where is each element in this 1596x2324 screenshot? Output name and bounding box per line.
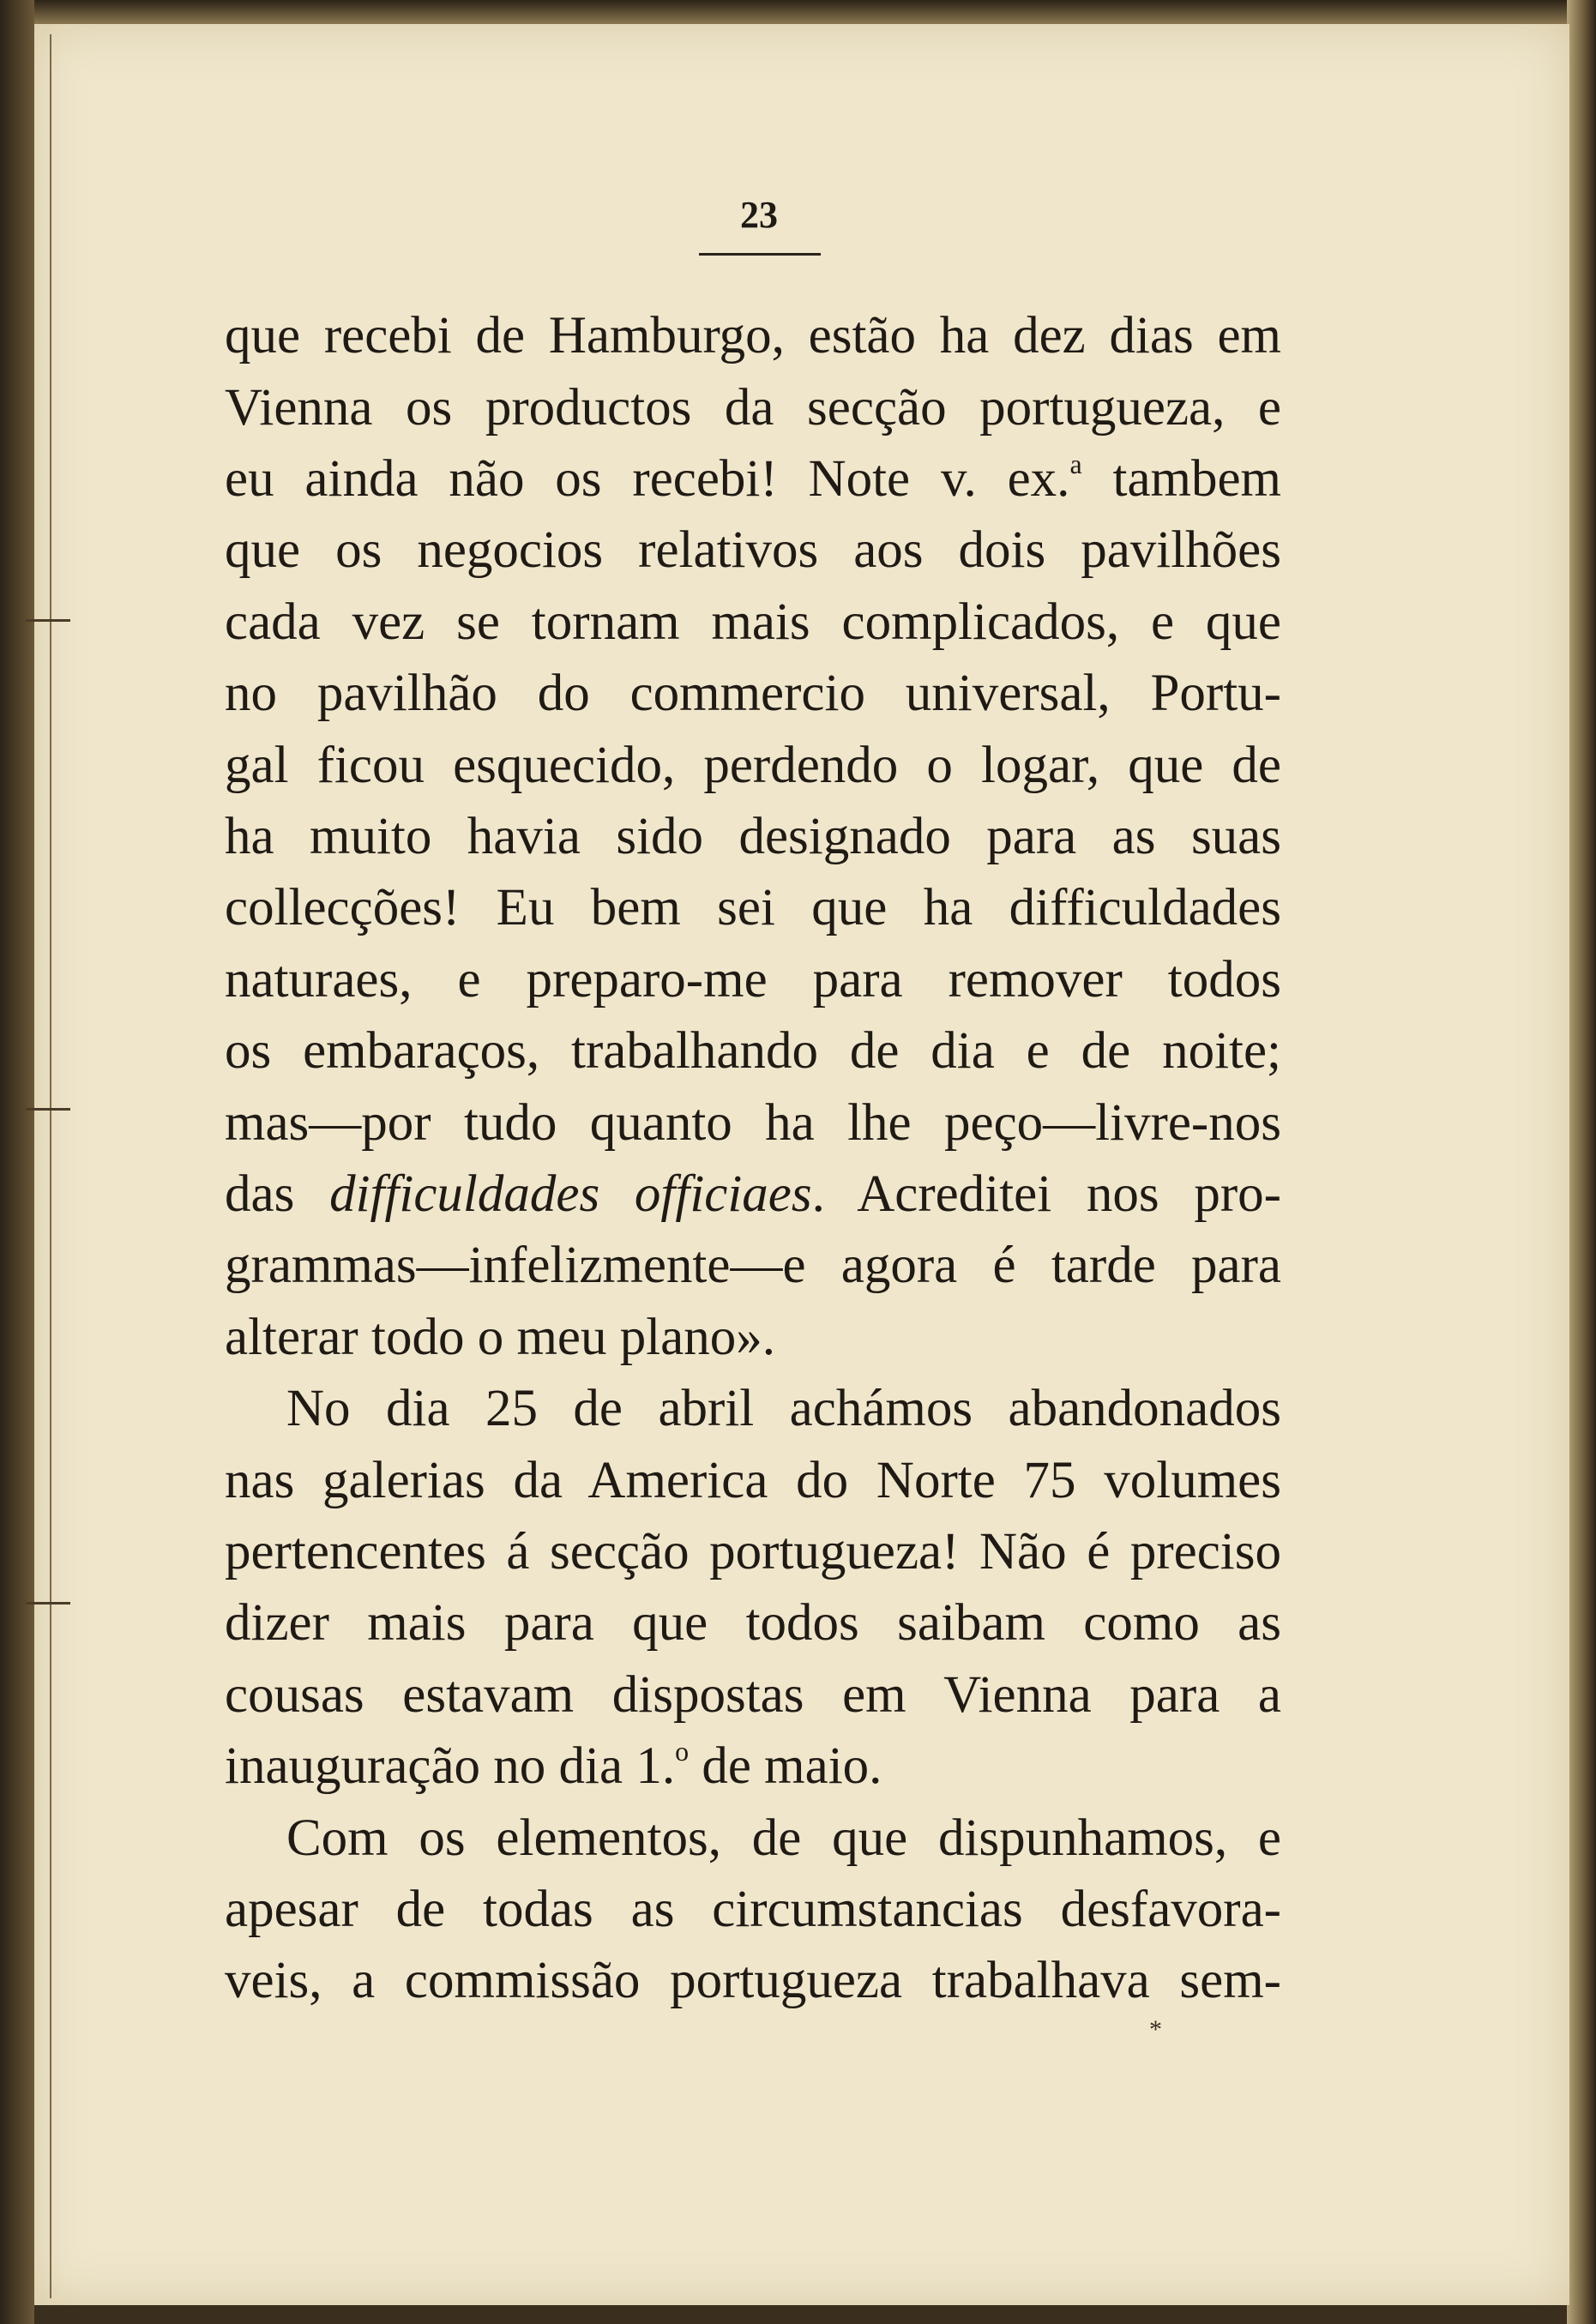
text-line: Vienna os productos da secção portugueza, e	[225, 379, 1281, 437]
text-line: apesar de todas as circumstancias desfavora-	[225, 1881, 1281, 1938]
text-line: que os negocios relativos aos dois pavilhões	[225, 521, 1281, 579]
italic-phrase: difficuldades officiaes	[329, 1165, 812, 1223]
text-line: nas galerias da America do Norte 75 volumes	[225, 1452, 1281, 1509]
text-line	[225, 1159, 1281, 1231]
text-line: dizer mais para que todos saibam como as	[225, 1594, 1281, 1652]
gutter-rule	[50, 34, 51, 2298]
text-line: cousas estavam dispostas em Vienna para a	[225, 1666, 1281, 1724]
text-segment: inauguração no dia 1.	[225, 1737, 676, 1795]
page-number: 23	[740, 194, 778, 236]
text-segment: tambem	[1081, 450, 1281, 508]
text-line: os embaraços, trabalhando de dia e de noite;	[225, 1022, 1281, 1080]
text-line: grammas—infelizmente—e agora é tarde para	[225, 1237, 1281, 1294]
text-line	[225, 443, 1281, 515]
text-line: veis, a commissão portugueza trabalhava sem-	[225, 1952, 1281, 2009]
text-line: Com os elementos, de que dispunhamos, e	[286, 1809, 1281, 1867]
text-line: mas—por tudo quanto ha lhe peço—livre-nos	[225, 1094, 1281, 1152]
superscript: o	[675, 1736, 690, 1767]
text-line: pertencentes á secção portugueza! Não é preciso	[225, 1523, 1281, 1580]
text-segment: eu ainda não os recebi! Note v. ex.	[225, 450, 1070, 508]
signature-mark: *	[1149, 2015, 1162, 2044]
text-segment: das	[225, 1165, 330, 1223]
text-line: collecções! Eu bem sei que ha difficuldades	[225, 879, 1281, 936]
text-line: alterar todo o meu plano».	[225, 1309, 775, 1366]
book-top-edge	[0, 0, 1596, 24]
text-line: No dia 25 de abril achámos abandonados	[286, 1380, 1281, 1437]
superscript: a	[1069, 449, 1082, 479]
text-line	[225, 1731, 1281, 1803]
text-segment: . Acreditei nos pro-	[811, 1165, 1281, 1223]
book-right-edge	[1567, 0, 1596, 2324]
text-line: ha muito havia sido designado para as suas	[225, 808, 1281, 865]
text-segment: de maio.	[689, 1737, 882, 1795]
text-line: no pavilhão do commercio universal, Portu-	[225, 665, 1281, 722]
gutter-tick	[26, 1602, 70, 1605]
gutter-tick	[26, 1108, 70, 1111]
text-line: naturaes, e preparo-me para remover todos	[225, 951, 1281, 1008]
book-left-edge	[0, 0, 34, 2324]
gutter-tick	[26, 619, 70, 622]
text-line: cada vez se tornam mais complicados, e que	[225, 593, 1281, 651]
page-number-rule	[699, 253, 821, 256]
text-line: gal ficou esquecido, perdendo o logar, que de	[225, 737, 1281, 794]
text-line: que recebi de Hamburgo, estão ha dez dias em	[225, 307, 1281, 364]
